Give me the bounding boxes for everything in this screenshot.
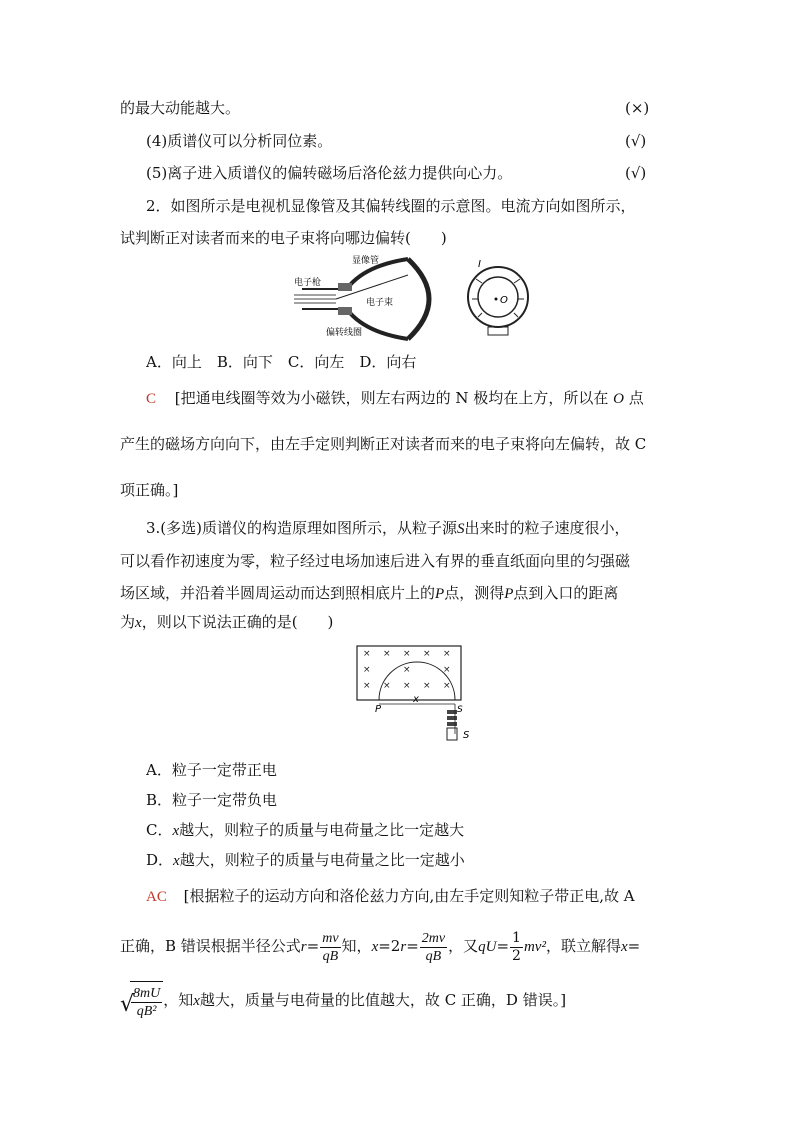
beam-label: 电子束 bbox=[366, 298, 394, 308]
coil-ring-figure bbox=[460, 255, 540, 343]
mass-spectrometer-figure bbox=[355, 642, 475, 752]
statement-line-5: (5)离子进入质谱仪的偏转磁场后洛伦兹力提供向心力。 bbox=[146, 164, 513, 182]
statement-line-4: (4)质谱仪可以分析同位素。 bbox=[146, 132, 333, 150]
judgement-mark: (√) bbox=[625, 132, 647, 150]
center-label: O bbox=[500, 295, 508, 306]
svg-text:×: × bbox=[423, 649, 431, 659]
current-label: I bbox=[478, 259, 481, 270]
crt-tube-figure bbox=[290, 255, 450, 343]
q3-option-a: A．粒子一定带正电 bbox=[146, 761, 277, 779]
svg-text:×: × bbox=[423, 681, 431, 691]
fraction: $\frac{mv}{qB}$ bbox=[322, 930, 339, 964]
svg-text:×: × bbox=[443, 649, 451, 659]
q3-stem: 场区域，并沿着半圆周运动而达到照相底片上的P点，测得P点到入口的距离 bbox=[120, 584, 619, 602]
q3-stem: 可以看作初速度为零，粒子经过电场加速后进入有界的垂直纸面向里的匀强磁 bbox=[120, 552, 631, 570]
svg-text:×: × bbox=[383, 681, 391, 691]
gun-label: 电子枪 bbox=[294, 278, 322, 288]
q3-stem: 3.(多选)质谱仪的构造原理如图所示，从粒子源S出来时的粒子速度很小， bbox=[146, 519, 630, 537]
svg-text:×: × bbox=[403, 681, 411, 691]
coil-label: 偏转线圈 bbox=[326, 328, 363, 338]
square-root: √ $\frac{8mU}{\text{qB²}}$ bbox=[120, 981, 163, 1022]
distance-x-label: x bbox=[413, 694, 419, 705]
q3-answer: AC bbox=[146, 889, 167, 905]
fraction: $\frac{1}{2}$ bbox=[512, 929, 521, 964]
q2-expl-end: 点 bbox=[628, 389, 644, 407]
judgement-mark: (×) bbox=[625, 99, 650, 117]
q2-stem: 2．如图所示是电视机显像管及其偏转线圈的示意图。电流方向如图所示， bbox=[146, 197, 636, 215]
q3-option-c: C．x越大，则粒子的质量与电荷量之比一定越大 bbox=[146, 821, 465, 839]
q3-option-d: D．x越大，则粒子的质量与电荷量之比一定越小 bbox=[146, 851, 465, 869]
svg-text:×: × bbox=[363, 649, 371, 659]
q2-stem: 试判断正对读者而来的电子束将向哪边偏转( ) bbox=[120, 229, 447, 247]
svg-text:×: × bbox=[443, 681, 451, 691]
svg-text:×: × bbox=[363, 681, 371, 691]
q2-explanation: 项正确。] bbox=[120, 481, 179, 499]
q3-stem: 为x，则以下说法正确的是( ) bbox=[120, 613, 334, 631]
point-p-label: P bbox=[375, 704, 382, 715]
judgement-mark: (√) bbox=[625, 164, 647, 182]
svg-text:×: × bbox=[363, 665, 371, 675]
q2-options: A．向上 B．向下 C．向左 D．向右 bbox=[146, 353, 417, 371]
svg-text:×: × bbox=[403, 649, 411, 659]
q3-explanation: 正确，B 错误根据半径公式r= $\frac{mv}{qB}$ 知，x=2r= $\frac{2mv}{qB}$ ，又qU= $\frac{1}{2}$ mv²，联立解得x= bbox=[120, 929, 641, 964]
fraction: $\frac{2mv}{qB}$ bbox=[421, 930, 446, 964]
q2-expl-point: O bbox=[613, 391, 624, 407]
q2-explanation bbox=[146, 388, 644, 409]
q2-answer: C bbox=[146, 391, 157, 407]
tube-label: 显像管 bbox=[352, 256, 380, 266]
slit-s1-label: S bbox=[457, 705, 463, 715]
q2-expl-text: [把通电线圈等效为小磁铁，则左右两边的 N 极均在上方，所以在 bbox=[174, 389, 609, 407]
q3-explanation: √ $\frac{8mU}{\text{qB²}}$ ，知x越大，质量与电荷量的比值越大，故 C 正确，D 错误。] bbox=[120, 980, 566, 1022]
q3-option-b: B．粒子一定带负电 bbox=[146, 791, 278, 809]
svg-text:×: × bbox=[383, 649, 391, 659]
q3-explanation: AC [根据粒子的运动方向和洛伦兹力方向,由左手定则知粒子带正电,故 A bbox=[146, 887, 635, 905]
svg-text:×: × bbox=[403, 665, 411, 675]
source-s-label: S bbox=[463, 730, 470, 741]
q2-explanation: 产生的磁场方向向下，由左手定则判断正对读者而来的电子束将向左偏转，故 C bbox=[120, 435, 647, 453]
statement-line-3: 的最大动能越大。 bbox=[120, 99, 241, 117]
svg-text:×: × bbox=[443, 665, 451, 675]
